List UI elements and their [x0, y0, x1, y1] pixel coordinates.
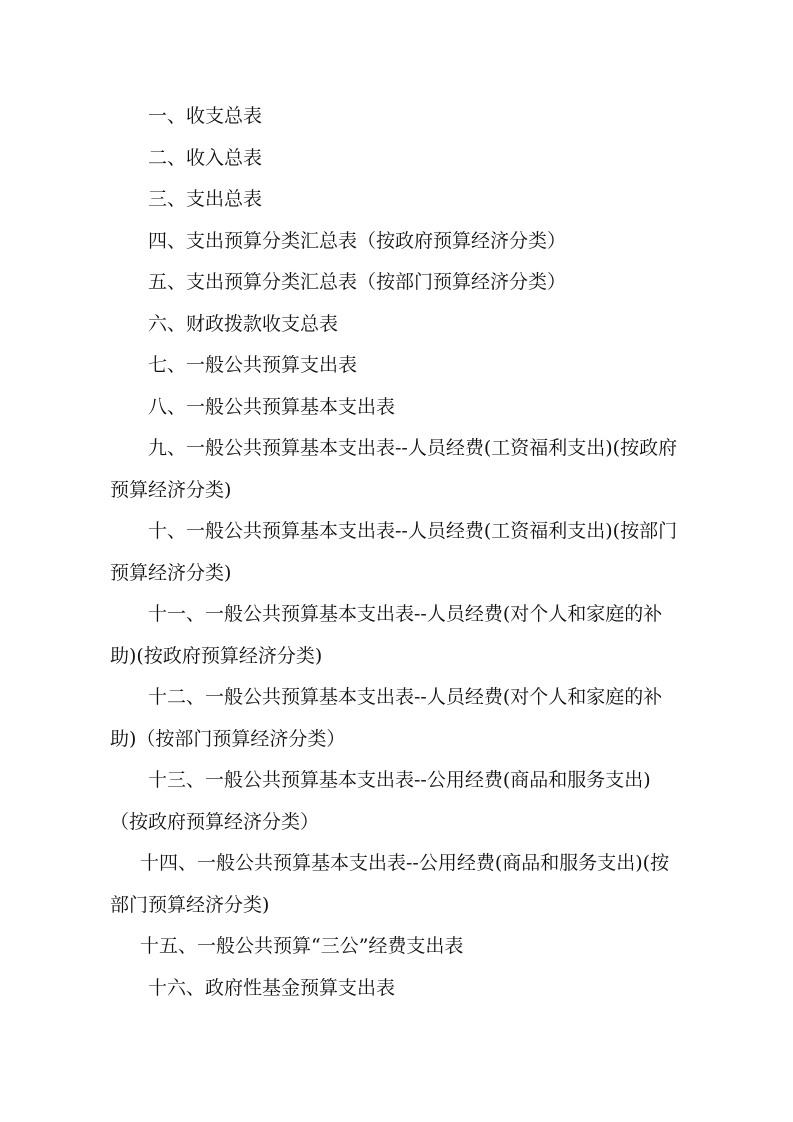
toc-item: 三、支出总表 [148, 188, 263, 210]
toc-item: 九、一般公共预算基本支出表--人员经费(工资福利支出)(按政府预算经济分类) [110, 437, 678, 501]
toc-item: 一、收支总表 [148, 105, 263, 127]
toc-item: 十二、一般公共预算基本支出表--人员经费(对个人和家庭的补助)（按部门预算经济分类） [110, 686, 663, 750]
toc-item: 十、一般公共预算基本支出表--人员经费(工资福利支出)(按部门预算经济分类) [110, 520, 678, 584]
toc-item: 十四、一般公共预算基本支出表--公用经费(商品和服务支出)(按部门预算经济分类) [110, 852, 670, 916]
toc-item: 十三、一般公共预算基本支出表--公用经费(商品和服务支出)（按政府预算经济分类） [110, 769, 651, 833]
toc-item: 八、一般公共预算基本支出表 [148, 395, 396, 418]
toc-item: 十五、一般公共预算“三公”经费支出表 [140, 935, 464, 957]
toc-item: 二、收入总表 [148, 146, 263, 169]
toc-item: 七、一般公共预算支出表 [148, 354, 358, 376]
toc-item: 六、财政拨款收支总表 [148, 312, 339, 335]
toc-item: 五、支出预算分类汇总表（按部门预算经济分类） [148, 271, 567, 293]
toc-item: 十一、一般公共预算基本支出表--人员经费(对个人和家庭的补助)(按政府预算经济分类) [110, 603, 663, 667]
table-of-contents [110, 96, 680, 1009]
toc-item: 四、支出预算分类汇总表（按政府预算经济分类） [148, 229, 567, 252]
toc-item: 十六、政府性基金预算支出表 [148, 976, 396, 999]
